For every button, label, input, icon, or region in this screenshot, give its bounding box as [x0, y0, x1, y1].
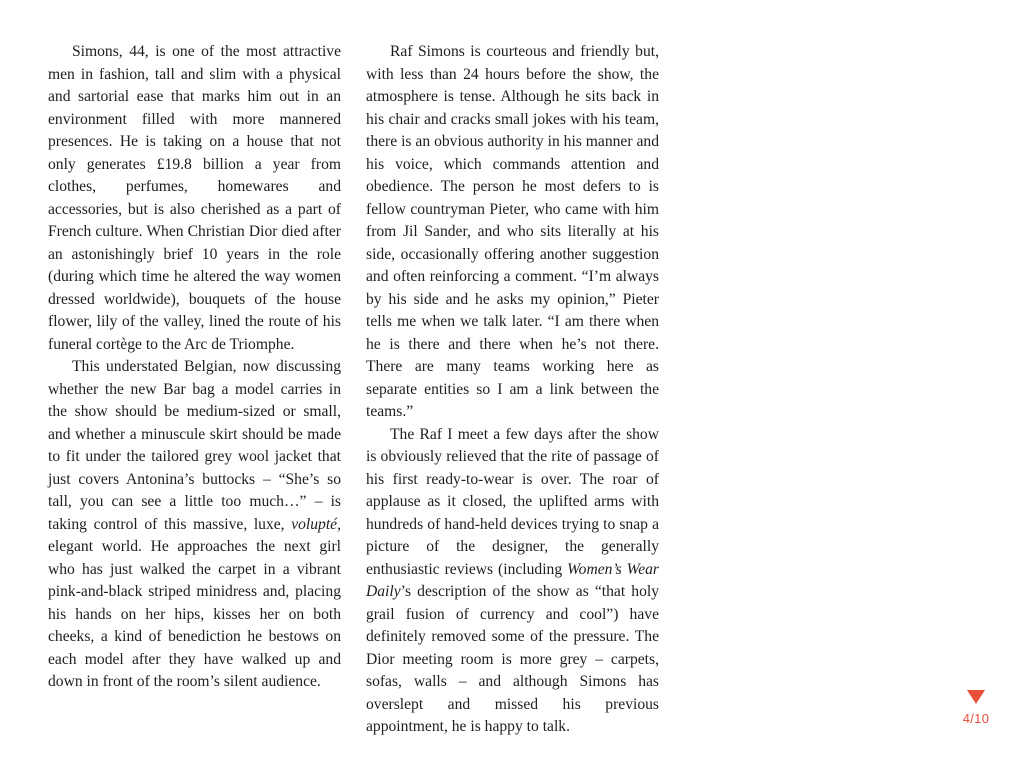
article-column-right [366, 41, 659, 739]
next-page-button[interactable] [966, 689, 986, 705]
paragraph [48, 41, 341, 356]
paragraph [366, 424, 659, 739]
paragraph-text: , elegant world. He approaches the next girl who has just walked the carpet in a vibrant pink-and-black striped minidress and, placing his hands on her hips, kisses her on both cheeks, a kind of benediction he bestows on each model after they have walked up and down in front of the room’s silent audience. [48, 515, 341, 690]
article-column-left [48, 41, 341, 694]
paragraph [48, 356, 341, 694]
triangle-down-icon [966, 689, 986, 705]
paragraph-text: ’s description of the show as “that holy grail fusion of currency and cool”) have definitely removed some of the pressure. The Dior meeting room is more grey – carpets, sofas, walls – and although Simons has overslept and missed his previous appointment, he is happy to talk. [366, 583, 659, 735]
paragraph-text: Raf Simons is courteous and friendly but, with less than 24 hours before the show, the atmosphere is tense. Although he sits back in his chair and cracks small jokes with his team, there is an obvious authority in his manner and his voice, which commands attention and obedience. The person he most defers to is fellow countryman Pieter, who came with him from Jil Sander, and who sits literally at his side, occasionally offering another suggestion and often reinforcing a comment. “I’m always by his side and he asks my opinion,” Pieter tells me when we talk later. “I am there when he is there and there when he’s not there. There are many teams working here as separate entities so I am a link between the teams.” [366, 43, 659, 420]
italic-title: Women’s Wear Daily [366, 560, 659, 600]
paragraph-text: Simons, 44, is one of the most attractive men in fashion, tall and slim with a physical and sartorial ease that marks him out in an environment filled with more mannered presences. He is taking on a house that not only generates £19.8 billion a year from clothes, perfumes, homewares and accessories, but is also cherished as a part of French culture. When Christian Dior died after an astonishingly brief 10 years in the role (during which time he altered the way women dressed worldwide), bouquets of the house flower, lily of the valley, lined the route of his funeral cortège to the Arc de Triomphe. [48, 43, 341, 353]
page-counter: 4/10 [962, 711, 990, 726]
italic-term: volupté [291, 515, 338, 533]
paragraph [366, 41, 659, 424]
paragraph-text: The Raf I meet a few days after the show is obviously relieved that the rite of passage of his first ready-to-wear is over. The roar of applause as it closed, the uplifted arms with hundreds of hand-held devices trying to snap a picture of the designer, the generally enthusiastic reviews (including [366, 425, 659, 578]
paragraph-text: This understated Belgian, now discussing whether the new Bar bag a model carries in the show should be medium-sized or small, and whether a minuscule skirt should be made to fit under the tailored grey wool jacket that just covers Antonina’s buttocks – “She’s so tall, you can see a little too much…” – is taking control of this massive, luxe, [48, 358, 341, 533]
